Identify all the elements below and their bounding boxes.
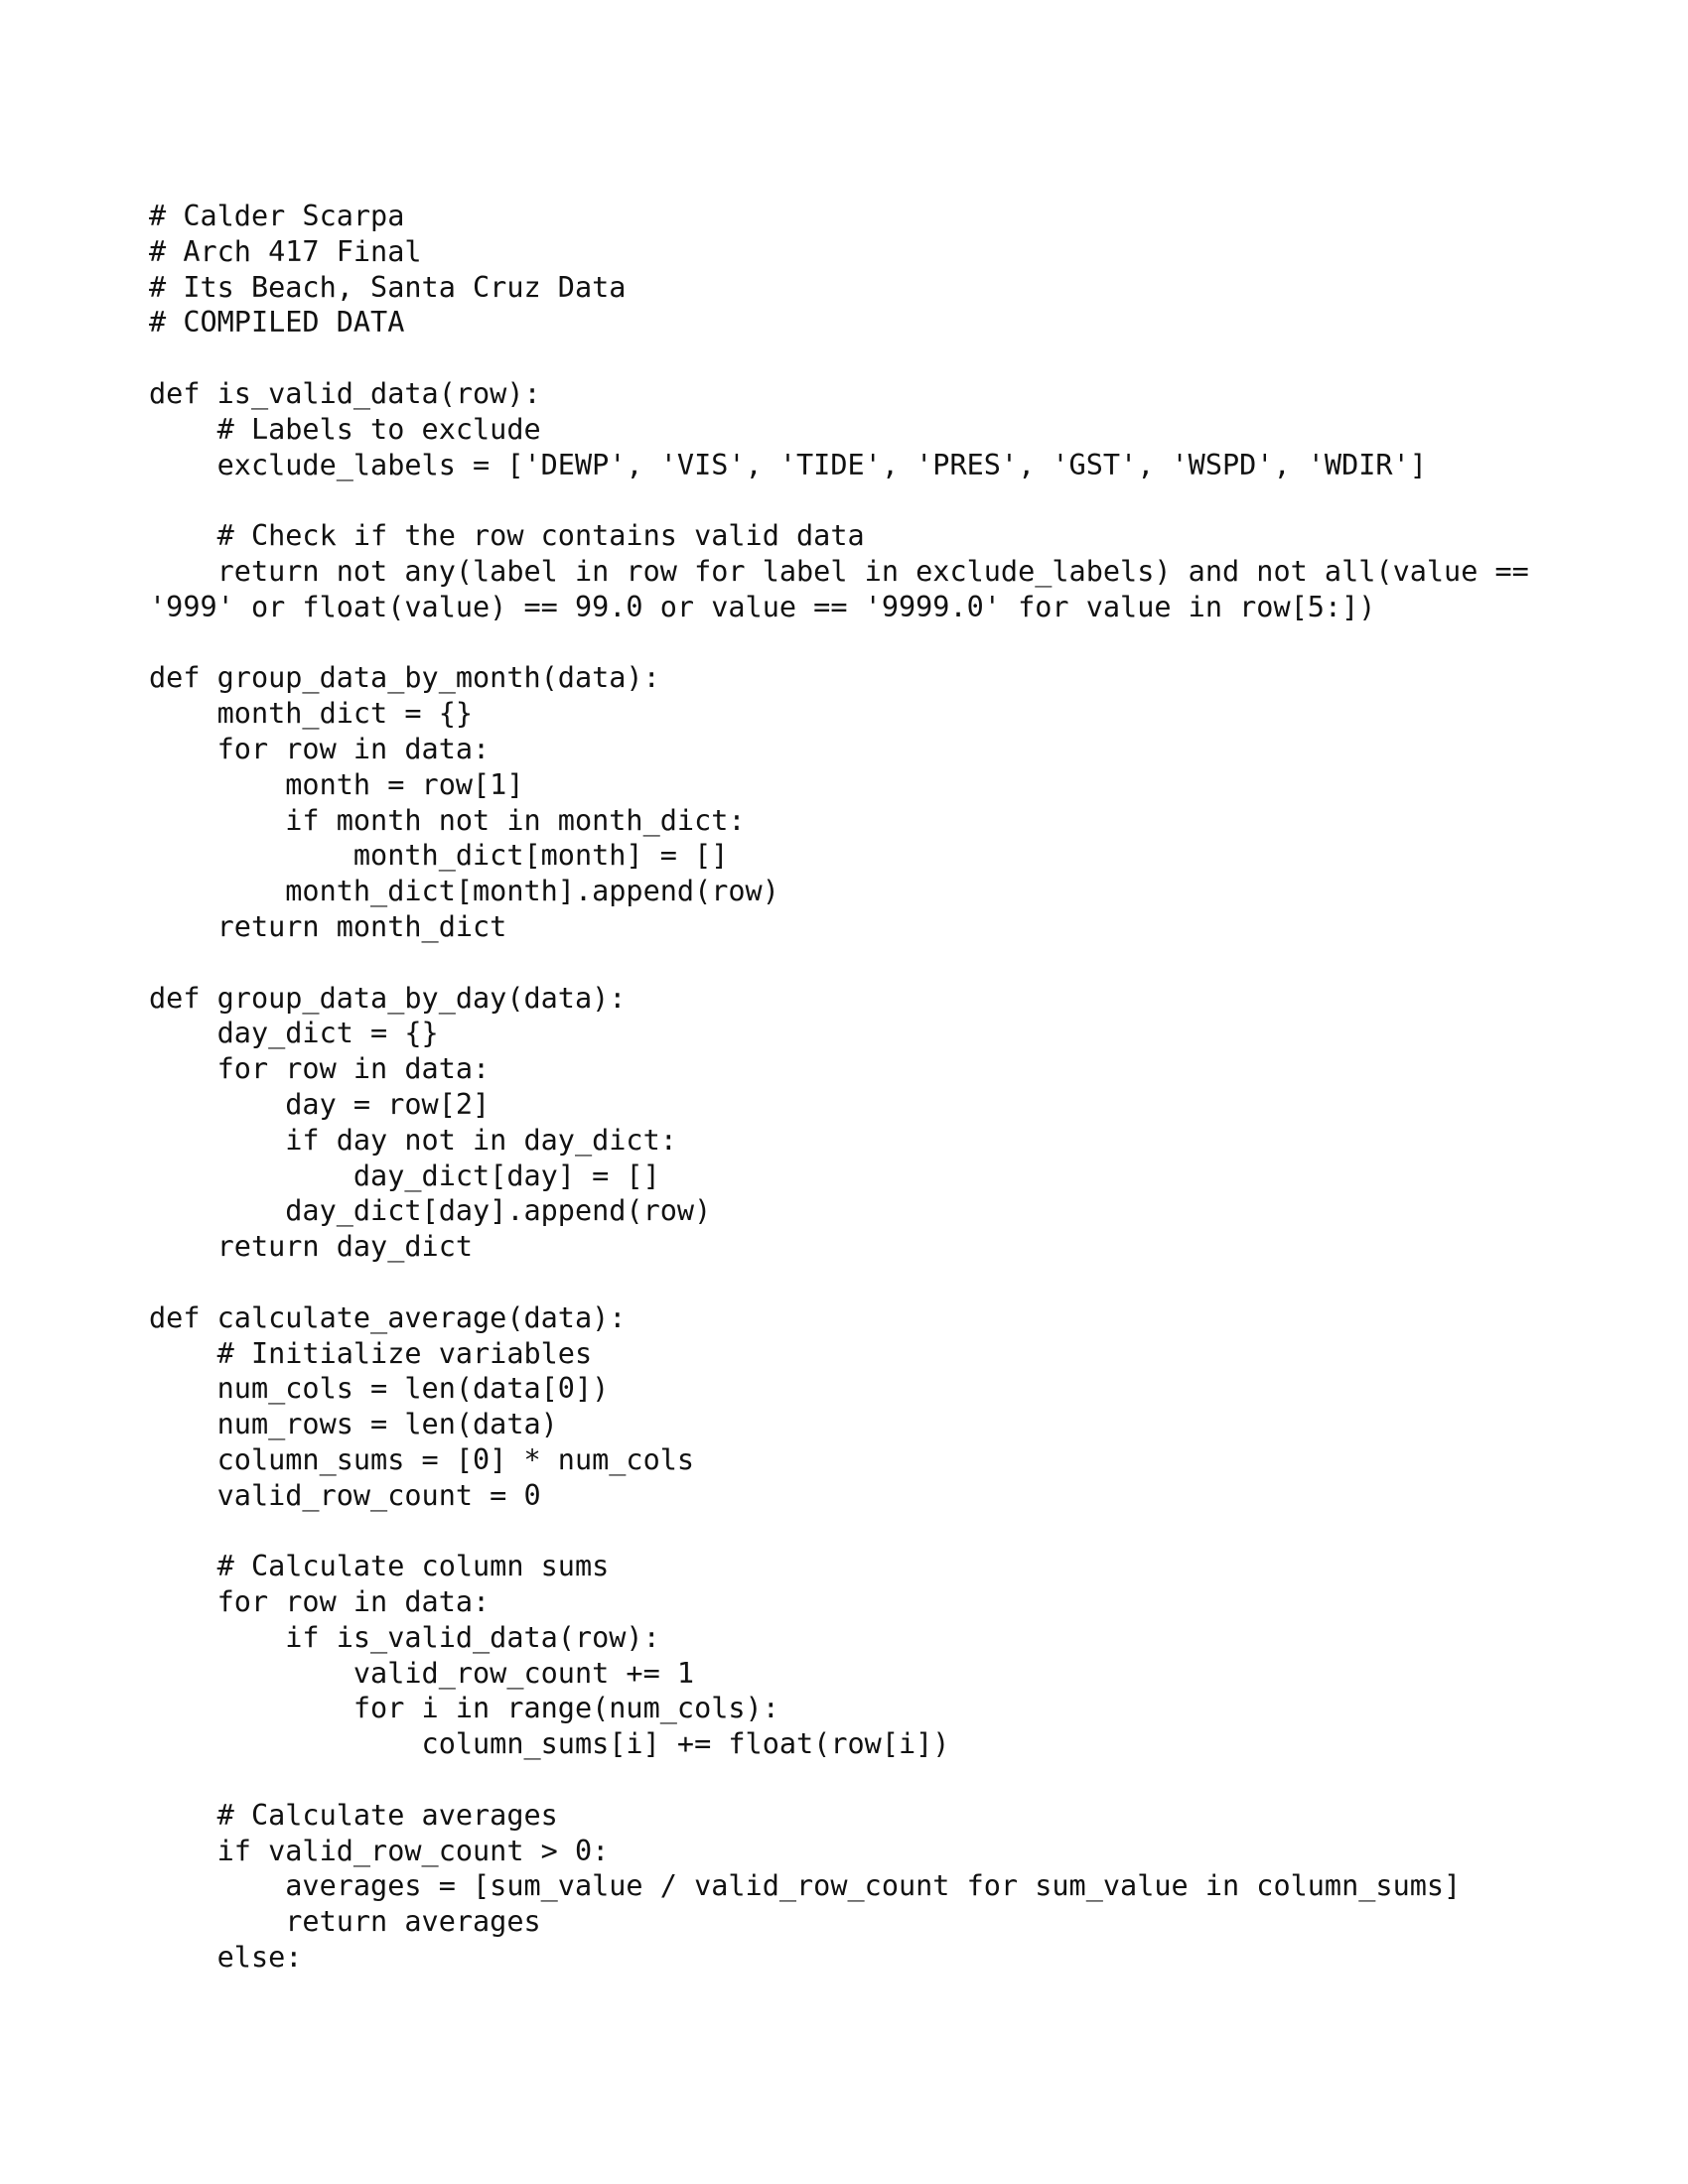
code-line [149,341,1559,376]
code-line: for i in range(num_cols): [149,1692,779,1725]
code-line: # Calculate averages [149,1798,558,1832]
code-line: valid_row_count += 1 [149,1656,695,1690]
code-line: # COMPILED DATA [149,306,405,340]
code-line: def is_valid_data(row): [149,376,541,410]
code-line: if is_valid_data(row): [149,1620,660,1654]
code-line: # Arch 417 Final [149,234,422,268]
code-line: for row in data: [149,1585,491,1619]
code-line [149,482,1559,518]
code-line: averages = [sum_value / valid_row_count for sum_value in column_sums] [149,1869,1462,1903]
code-line: '999' or float(value) == 99.0 or value == '9999.0' for value in row[5:]) [149,590,1376,623]
code-line [149,1513,1559,1549]
code-line: # Labels to exclude [149,412,541,446]
code-line: return day_dict [149,1230,474,1264]
code-line: day_dict[day] = [] [149,1159,660,1192]
code-line: if valid_row_count > 0: [149,1834,610,1867]
code-line [149,1265,1559,1300]
code-line: # Check if the row contains valid data [149,519,865,553]
code-line: # Calder Scarpa [149,200,405,232]
code-line [149,1762,1559,1798]
code-line: if month not in month_dict: [149,803,746,837]
code-line: return month_dict [149,909,507,943]
code-line: else: [149,1941,303,1975]
code-line: month = row[1] [149,767,524,801]
code-line: month_dict = {} [149,697,474,731]
code-line: return not any(label in row for label in exclude_labels) and not all(value == [149,554,1529,588]
code-line: for row in data: [149,1052,491,1086]
code-line: day_dict[day].append(row) [149,1194,712,1228]
code-line: def group_data_by_month(data): [149,661,660,695]
code-line: column_sums = [0] * num_cols [149,1442,695,1476]
code-line: day_dict = {} [149,1017,439,1050]
code-line: month_dict[month].append(row) [149,875,779,908]
code-line: num_rows = len(data) [149,1408,558,1441]
code-line: # Initialize variables [149,1336,593,1370]
code-line: # Calculate column sums [149,1550,610,1583]
code-line: # Its Beach, Santa Cruz Data [149,270,627,304]
code-line: for row in data: [149,732,491,765]
code-line: def calculate_average(data): [149,1300,627,1334]
code-line: column_sums[i] += float(row[i]) [149,1727,950,1761]
code-listing [149,199,1559,1976]
code-line: num_cols = len(data[0]) [149,1372,610,1406]
code-line [149,625,1559,661]
code-line: if day not in day_dict: [149,1123,677,1157]
code-line: def group_data_by_day(data): [149,981,627,1015]
code-line: exclude_labels = ['DEWP', 'VIS', 'TIDE', 'PRES', 'GST', 'WSPD', 'WDIR'] [149,448,1427,481]
code-line: valid_row_count = 0 [149,1478,541,1512]
code-line: day = row[2] [149,1087,491,1121]
code-line: month_dict[month] = [] [149,839,729,873]
code-line [149,945,1559,981]
code-line: return averages [149,1905,541,1939]
